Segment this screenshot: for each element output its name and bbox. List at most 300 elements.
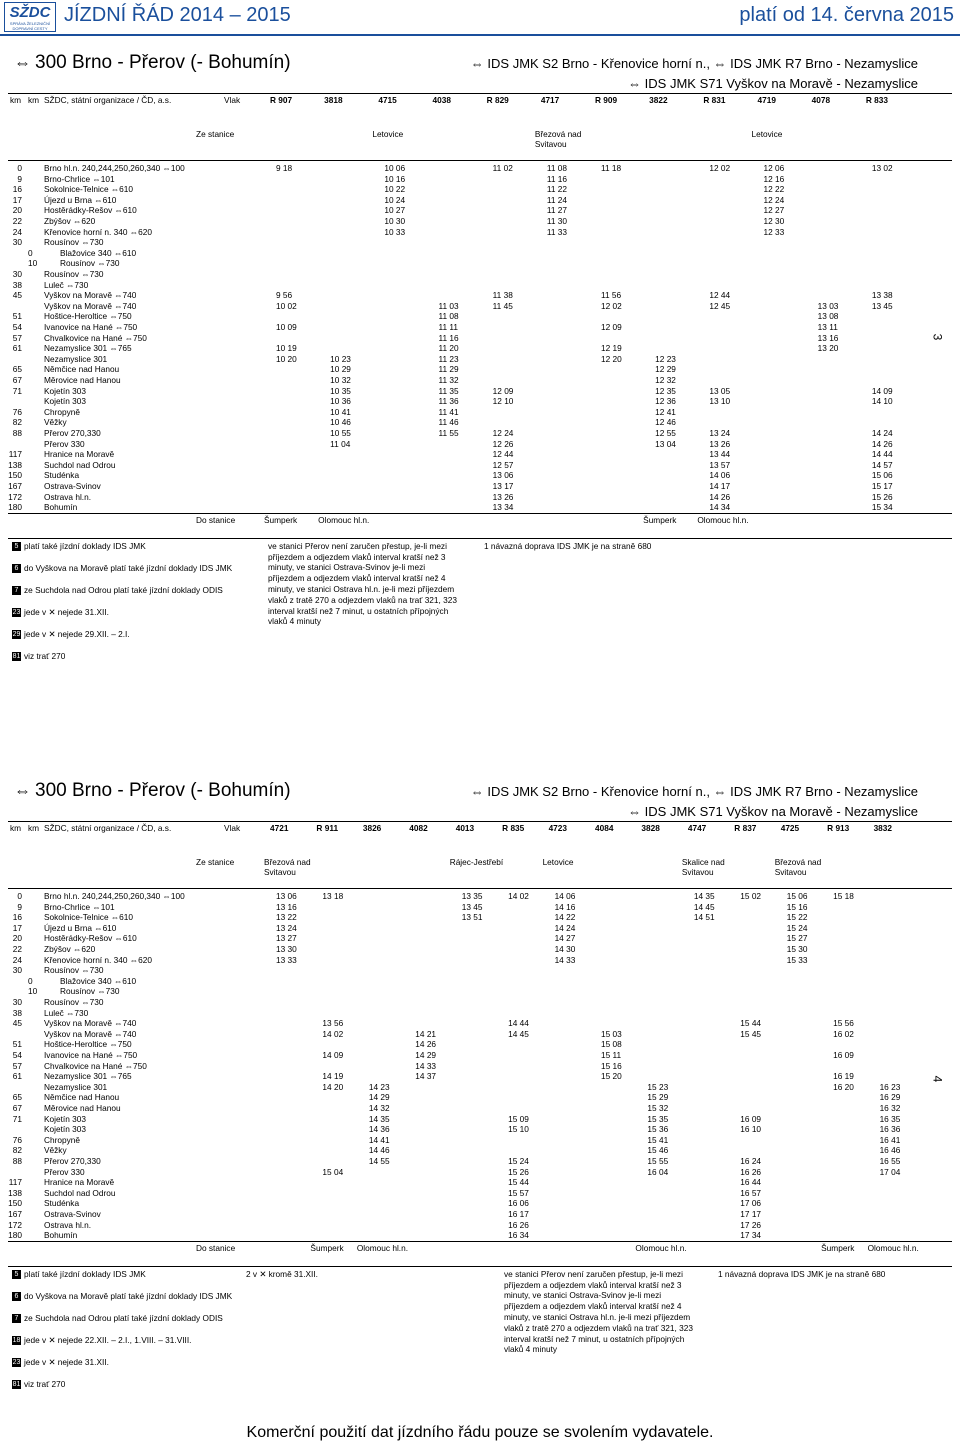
train-number: 4719 xyxy=(757,95,776,105)
train-number: 4038 xyxy=(432,95,451,105)
train-number: 3832 xyxy=(873,823,893,833)
departure-time: 10 29 xyxy=(330,364,351,375)
to-station-label: Do stanice xyxy=(196,1242,236,1253)
departure-time: 10 23 xyxy=(330,353,351,364)
departure-time: 14 22 xyxy=(554,912,576,923)
station-km: 167 xyxy=(8,1209,22,1219)
train-number: R 909 xyxy=(595,95,618,105)
departure-time: 14 29 xyxy=(368,1092,390,1103)
station-name: Přerov 270,330 xyxy=(44,1156,101,1166)
header-km2: km xyxy=(28,95,40,105)
departure-time: 13 51 xyxy=(461,912,483,923)
departure-time: 11 27 xyxy=(546,205,567,216)
station-name: Studénka xyxy=(44,470,80,481)
station-name: Chropyně xyxy=(44,1134,80,1145)
departure-time: 11 35 xyxy=(438,385,459,396)
station-km: 16 xyxy=(12,912,22,923)
station-name: Přerov 330 xyxy=(44,1166,85,1177)
from-station-label: Ze stanice xyxy=(196,129,235,139)
departure-time: 13 45 xyxy=(871,300,893,311)
header-km2: km xyxy=(28,823,40,833)
station-km: 57 xyxy=(12,332,22,343)
departure-time: 14 26 xyxy=(415,1039,437,1050)
train-number: R 829 xyxy=(486,95,509,105)
station-name: Brno hl.n. 240,244,250,260,340 ⇔100 xyxy=(44,163,185,173)
departure-time: 10 09 xyxy=(276,322,297,332)
station-km: 45 xyxy=(12,290,22,301)
departure-time: 11 22 xyxy=(546,184,567,195)
footnote-marker: 5 xyxy=(12,542,21,551)
footnote-marker: 81 xyxy=(12,653,21,661)
departure-time: 16 19 xyxy=(833,1071,854,1082)
departure-time: 16 23 xyxy=(879,1081,901,1092)
document-title: JÍZDNÍ ŘÁD 2014 – 2015 xyxy=(64,4,291,26)
station-name: Měrovice nad Hanou xyxy=(44,375,121,385)
departure-time: 15 16 xyxy=(601,1060,622,1071)
station-name: Suchdol nad Odrou xyxy=(44,1187,116,1198)
departure-time: 10 32 xyxy=(330,375,351,385)
train-number: R 831 xyxy=(703,95,726,105)
departure-time: 12 30 xyxy=(763,216,785,226)
departure-time: 17 26 xyxy=(740,1219,762,1230)
departure-time: 13 03 xyxy=(817,300,839,311)
departure-time: 15 45 xyxy=(740,1028,762,1039)
departure-time: 11 03 xyxy=(438,300,459,311)
departure-time: 15 24 xyxy=(786,922,808,933)
departure-time: 12 45 xyxy=(709,300,731,311)
station-km: 67 xyxy=(12,1103,22,1113)
departure-time: 16 02 xyxy=(833,1028,854,1039)
station-km: 20 xyxy=(12,205,22,216)
departure-time: 14 17 xyxy=(709,481,731,491)
station-name: Němčice nad Hanou xyxy=(44,1092,120,1103)
to-station: Olomouc hl.n. xyxy=(697,514,749,525)
footnote-text: jede v ✕ nejede 31.XII. xyxy=(24,606,109,617)
departure-time: 16 10 xyxy=(740,1124,762,1135)
departure-time: 15 20 xyxy=(601,1071,622,1082)
header-km: km xyxy=(10,823,22,833)
departure-time: 15 22 xyxy=(786,912,808,923)
departure-time: 10 24 xyxy=(384,194,406,205)
station-name: Kojetín 303 xyxy=(44,1113,86,1124)
station-km: 9 xyxy=(17,901,22,912)
departure-time: 13 26 xyxy=(709,438,731,449)
departure-time: 14 21 xyxy=(415,1028,437,1039)
to-station: Olomouc hl.n. xyxy=(356,1242,409,1253)
footnote-marker: 7 xyxy=(12,586,21,595)
departure-time: 14 02 xyxy=(322,1028,344,1039)
station-km: 167 xyxy=(8,481,22,491)
departure-time: 12 46 xyxy=(655,417,676,428)
line-title: 300 Brno - Přerov (- Bohumín) xyxy=(35,780,291,801)
departure-time: 14 20 xyxy=(322,1081,344,1092)
footer-note: Komerční použití dat jízdního řádu pouze se svolením vydavatele. xyxy=(246,1424,714,1441)
departure-time: 13 05 xyxy=(709,385,731,396)
departure-time: 11 38 xyxy=(492,290,513,301)
station-name: Nezamyslice 301 xyxy=(44,353,108,364)
departure-time: 16 09 xyxy=(740,1113,762,1124)
departure-time: 10 06 xyxy=(384,163,406,173)
departure-time: 14 44 xyxy=(871,449,893,460)
departure-time: 16 55 xyxy=(879,1156,901,1166)
station-km: 17 xyxy=(12,922,22,933)
station-km: 61 xyxy=(12,343,22,354)
to-station: Šumperk xyxy=(310,1242,344,1253)
departure-time: 11 41 xyxy=(438,406,459,417)
departure-time: 14 55 xyxy=(368,1156,390,1166)
departure-time: 15 09 xyxy=(508,1113,529,1124)
departure-time: 13 06 xyxy=(492,470,514,481)
departure-time: 15 36 xyxy=(647,1124,669,1135)
departure-time: 10 33 xyxy=(384,226,406,237)
station-km: 24 xyxy=(12,226,22,237)
station-name: Brno hl.n. 240,244,250,260,340 ⇔100 xyxy=(44,891,185,901)
departure-time: 16 29 xyxy=(879,1092,901,1103)
station-km: 54 xyxy=(12,322,22,332)
departure-time: 15 33 xyxy=(786,954,808,965)
departure-time: 14 35 xyxy=(368,1113,390,1124)
departure-time: 15 57 xyxy=(508,1187,529,1198)
station-name: Hostěrádky-Rešov ⇔610 xyxy=(44,933,137,944)
header-km: km xyxy=(10,95,22,105)
station-name: Křenovice horní n. 340 ⇔620 xyxy=(44,226,152,237)
departure-time: 16 17 xyxy=(508,1209,529,1219)
station-name: Chropyně xyxy=(44,406,80,417)
departure-time: 10 36 xyxy=(330,396,351,407)
departure-time: 13 44 xyxy=(709,449,731,460)
departure-time: 10 02 xyxy=(276,300,297,311)
ids-line: ⇔ IDS JMK S71 Vyškov na Moravě - Nezamyslice xyxy=(628,76,918,91)
station-km: 30 xyxy=(12,269,22,279)
station-name: Vyškov na Moravě ⇔740 xyxy=(44,300,137,311)
from-station: Březová nad Svitavou xyxy=(264,857,311,877)
station-km2: 10 xyxy=(28,258,38,269)
departure-time: 13 45 xyxy=(461,901,483,912)
departure-time: 15 06 xyxy=(871,470,893,481)
train-number: 4723 xyxy=(548,823,568,833)
departure-time: 12 24 xyxy=(763,194,785,205)
departure-time: 13 18 xyxy=(322,891,344,901)
departure-time: 12 02 xyxy=(709,163,731,173)
station-name: Vyškov na Moravě ⇔740 xyxy=(44,1018,137,1029)
departure-time: 14 10 xyxy=(871,396,893,407)
departure-time: 14 26 xyxy=(709,491,731,502)
station-name: Chvalkovice na Hané ⇔750 xyxy=(44,332,147,343)
departure-time: 14 09 xyxy=(322,1050,344,1060)
station-km2: 10 xyxy=(28,986,38,997)
station-km: 30 xyxy=(12,965,22,976)
footnote xyxy=(12,585,242,596)
train-number: R 835 xyxy=(502,823,525,833)
ids-line: ⇔ IDS JMK S2 Brno - Křenovice horní n., ⇔ IDS JMK R7 Brno - Nezamyslice xyxy=(470,56,918,71)
station-name: Měrovice nad Hanou xyxy=(44,1103,121,1113)
departure-time: 14 33 xyxy=(554,954,576,965)
footnote xyxy=(12,541,242,552)
footnote-text: platí také jízdní doklady IDS JMK xyxy=(24,1268,146,1279)
departure-time: 16 57 xyxy=(740,1187,762,1198)
station-km: 172 xyxy=(8,1219,22,1230)
station-km: 38 xyxy=(12,279,22,290)
footnote-text: ze Suchdola nad Odrou platí také jízdní doklady ODIS xyxy=(24,1312,223,1323)
departure-time: 10 35 xyxy=(330,385,351,396)
departure-time: 9 18 xyxy=(276,163,293,173)
page-number: 3 xyxy=(930,333,945,341)
station-name: Rousínov ⇔730 xyxy=(44,269,104,279)
departure-time: 15 24 xyxy=(508,1156,529,1166)
station-km: 45 xyxy=(12,1018,22,1029)
station-name: Rousínov ⇔730 xyxy=(60,258,120,269)
departure-time: 13 02 xyxy=(871,163,893,173)
footnote xyxy=(12,1357,242,1368)
departure-time: 12 36 xyxy=(655,396,676,407)
departure-time: 11 08 xyxy=(546,163,567,173)
departure-time: 11 23 xyxy=(438,353,459,364)
departure-time: 12 22 xyxy=(763,184,785,195)
departure-time: 11 45 xyxy=(492,300,513,311)
departure-time: 13 57 xyxy=(709,459,731,470)
to-station: Šumperk xyxy=(264,514,298,525)
station-name: Ostrava-Svinov xyxy=(44,481,101,491)
train-number: 4084 xyxy=(595,823,614,833)
section-title xyxy=(14,52,291,74)
departure-time: 10 22 xyxy=(384,184,406,195)
station-name: Rousínov ⇔730 xyxy=(44,965,104,976)
departure-time: 16 24 xyxy=(740,1156,762,1166)
departure-time: 13 06 xyxy=(276,891,297,901)
station-name: Hranice na Moravě xyxy=(44,1177,115,1188)
departure-time: 10 27 xyxy=(384,205,406,216)
departure-time: 14 29 xyxy=(415,1050,437,1060)
footnote-marker: 18 xyxy=(12,1337,21,1345)
station-name: Hranice na Moravě xyxy=(44,449,115,460)
footnote-text: do Vyškova na Moravě platí také jízdní doklady IDS JMK xyxy=(24,562,233,573)
from-station: Skalice nad Svitavou xyxy=(681,857,725,877)
header-train-label: Vlak xyxy=(224,823,241,833)
departure-time: 15 03 xyxy=(601,1028,622,1039)
departure-time: 13 26 xyxy=(492,491,514,502)
departure-time: 11 29 xyxy=(438,364,459,375)
departure-time: 11 55 xyxy=(438,428,459,438)
footnote-text: jede v ✕ nejede 29.XII. – 2.I. xyxy=(24,628,130,639)
station-name: Zbýšov ⇔620 xyxy=(44,216,96,226)
footnote-text: ze Suchdola nad Odrou platí také jízdní doklady ODIS xyxy=(24,584,223,595)
from-station: Letovice xyxy=(372,129,404,139)
departure-time: 15 08 xyxy=(601,1039,622,1050)
departure-time: 12 19 xyxy=(601,343,622,354)
departure-time: 11 24 xyxy=(546,194,567,205)
station-name: Ostrava-Svinov xyxy=(44,1209,101,1219)
station-km: 0 xyxy=(17,163,22,173)
departure-time: 13 24 xyxy=(276,922,297,933)
departure-time: 15 26 xyxy=(508,1166,529,1177)
from-station: Březová nad Svitavou xyxy=(774,857,822,877)
station-name: Blažovice 340 ⇔610 xyxy=(60,975,137,986)
station-km: 22 xyxy=(12,216,22,226)
train-number: 4078 xyxy=(811,95,831,105)
departure-time: 12 10 xyxy=(492,396,514,407)
station-name: Nezamyslice 301 xyxy=(44,1081,108,1092)
table-rule xyxy=(8,888,952,889)
departure-time: 14 57 xyxy=(871,459,893,470)
departure-time: 12 26 xyxy=(492,438,514,449)
departure-time: 11 36 xyxy=(438,396,459,407)
departure-time: 11 16 xyxy=(438,332,459,343)
footnote-marker: 23 xyxy=(12,1359,21,1367)
ids-arrow-icon: ⇔ xyxy=(14,53,31,72)
table-rule xyxy=(8,93,952,94)
departure-time: 13 33 xyxy=(276,954,297,965)
departure-time: 13 35 xyxy=(461,891,483,901)
station-name: Nezamyslice 301 ⇔765 xyxy=(44,1071,132,1082)
departure-time: 16 20 xyxy=(833,1081,854,1092)
station-km: 180 xyxy=(8,1230,22,1241)
logo-text: SŽDC xyxy=(9,4,51,21)
station-km: 150 xyxy=(8,470,22,481)
departure-time: 13 11 xyxy=(817,322,838,332)
departure-time: 12 24 xyxy=(492,428,514,438)
departure-time: 13 38 xyxy=(871,290,893,301)
departure-time: 13 22 xyxy=(276,912,297,923)
station-km: 150 xyxy=(8,1198,22,1209)
departure-time: 15 06 xyxy=(786,891,808,901)
departure-time: 11 02 xyxy=(492,163,513,173)
departure-time: 14 51 xyxy=(693,912,715,923)
train-number: R 907 xyxy=(270,95,293,105)
station-km: 88 xyxy=(12,428,22,438)
departure-time: 11 30 xyxy=(546,216,567,226)
station-name: Ostrava hl.n. xyxy=(44,491,92,502)
departure-time: 17 04 xyxy=(879,1166,901,1177)
departure-time: 15 44 xyxy=(508,1177,529,1188)
departure-time: 15 23 xyxy=(647,1081,669,1092)
departure-time: 15 30 xyxy=(786,944,808,954)
station-km: 16 xyxy=(12,184,22,195)
departure-time: 10 55 xyxy=(330,428,351,438)
station-name: Bohumín xyxy=(44,502,78,513)
departure-time: 11 16 xyxy=(546,173,567,184)
from-station: Březová nad Svitavou xyxy=(534,129,582,149)
station-name: Hoštice-Heroltice ⇔750 xyxy=(44,1039,132,1050)
departure-time: 12 20 xyxy=(601,353,622,364)
train-number: R 837 xyxy=(734,823,757,833)
departure-time: 10 20 xyxy=(276,353,297,364)
departure-time: 17 06 xyxy=(740,1198,762,1209)
station-name: Věžky xyxy=(44,1145,67,1156)
station-name: Újezd u Brna ⇔610 xyxy=(44,922,117,933)
departure-time: 14 19 xyxy=(322,1071,344,1082)
departure-time: 15 55 xyxy=(647,1156,669,1166)
logo-subtitle: SPRÁVA ŽELEZNIČNÍ DOPRAVNÍ CESTY xyxy=(9,21,51,31)
footnote xyxy=(12,563,242,574)
departure-time: 11 04 xyxy=(330,438,351,449)
station-km2: 0 xyxy=(28,247,33,258)
departure-time: 15 17 xyxy=(871,481,893,491)
departure-time: 13 16 xyxy=(817,332,839,343)
departure-time: 10 16 xyxy=(384,173,406,184)
departure-time: 14 33 xyxy=(415,1060,437,1071)
train-number: 4082 xyxy=(409,823,428,833)
footnote xyxy=(12,651,242,662)
departure-time: 13 08 xyxy=(817,311,839,322)
departure-time: 14 02 xyxy=(508,891,529,901)
station-name: Kojetín 303 xyxy=(44,385,86,396)
departure-time: 11 18 xyxy=(601,163,622,173)
departure-time: 15 34 xyxy=(871,502,893,513)
station-km: 71 xyxy=(12,385,22,396)
departure-time: 11 11 xyxy=(438,322,459,332)
station-name: Přerov 330 xyxy=(44,438,85,449)
station-km: 0 xyxy=(17,891,22,901)
to-station: Olomouc hl.n. xyxy=(635,1242,687,1253)
footnote-text: jede v ✕ nejede 22.XII. – 2.I., 1.VIII. – 31.VIII. xyxy=(24,1334,192,1345)
station-km: 30 xyxy=(12,997,22,1007)
table-rule xyxy=(8,1266,952,1267)
departure-time: 14 34 xyxy=(709,502,731,513)
line-title: 300 Brno - Přerov (- Bohumín) xyxy=(35,52,291,73)
station-name: Bohumín xyxy=(44,1230,78,1241)
departure-time: 12 32 xyxy=(655,375,676,385)
train-number: 3822 xyxy=(649,95,668,105)
validity-date: platí od 14. června 2015 xyxy=(739,4,954,26)
departure-time: 15 10 xyxy=(508,1124,529,1135)
table-rule xyxy=(8,513,952,514)
train-number: 4725 xyxy=(780,823,800,833)
station-name: Rousínov ⇔730 xyxy=(44,237,104,248)
station-name: Kojetín 303 xyxy=(44,396,86,407)
departure-time: 13 17 xyxy=(492,481,514,491)
station-name: Rousínov ⇔730 xyxy=(60,986,120,997)
station-name: Rousínov ⇔730 xyxy=(44,997,104,1007)
departure-time: 12 57 xyxy=(492,459,514,470)
departure-time: 12 29 xyxy=(655,364,676,375)
departure-time: 14 45 xyxy=(508,1028,529,1039)
departure-time: 11 32 xyxy=(438,375,459,385)
footnote-connection: 1 návazná doprava IDS JMK je na straně 680 xyxy=(484,540,652,551)
departure-time: 13 04 xyxy=(655,438,676,449)
page-number: 4 xyxy=(930,1075,945,1083)
departure-time: 12 44 xyxy=(492,449,514,460)
to-station-label: Do stanice xyxy=(196,514,236,525)
station-km: 76 xyxy=(12,1134,22,1145)
station-name: Ivanovice na Hané ⇔750 xyxy=(44,322,138,332)
departure-time: 12 44 xyxy=(709,290,731,301)
header-operator: SŽDC, státní organizace / ČD, a.s. xyxy=(44,95,172,105)
departure-time: 13 20 xyxy=(817,343,839,354)
departure-time: 16 06 xyxy=(508,1198,529,1209)
departure-time: 15 18 xyxy=(833,891,854,901)
station-km: 67 xyxy=(12,375,22,385)
station-km: 88 xyxy=(12,1156,22,1166)
departure-time: 14 41 xyxy=(368,1134,390,1145)
footnote: 2 v ✕ kromě 31.XII. xyxy=(246,1268,318,1279)
departure-time: 14 46 xyxy=(368,1145,390,1156)
departure-time: 15 16 xyxy=(786,901,808,912)
departure-time: 16 44 xyxy=(740,1177,762,1188)
footnote-marker: 29 xyxy=(12,631,21,639)
station-km: 82 xyxy=(12,417,22,428)
ids-line: ⇔ IDS JMK S71 Vyškov na Moravě - Nezamyslice xyxy=(628,804,918,819)
station-km: 51 xyxy=(12,311,22,322)
departure-time: 15 27 xyxy=(786,933,808,944)
departure-time: 16 34 xyxy=(508,1230,529,1241)
departure-time: 14 30 xyxy=(554,944,576,954)
departure-time: 16 41 xyxy=(879,1134,901,1145)
station-km: 117 xyxy=(8,1177,22,1188)
departure-time: 14 06 xyxy=(554,891,576,901)
from-station: Letovice xyxy=(751,129,783,139)
ids-arrow-icon: ⇔ xyxy=(14,781,31,800)
footnote xyxy=(12,1269,242,1280)
